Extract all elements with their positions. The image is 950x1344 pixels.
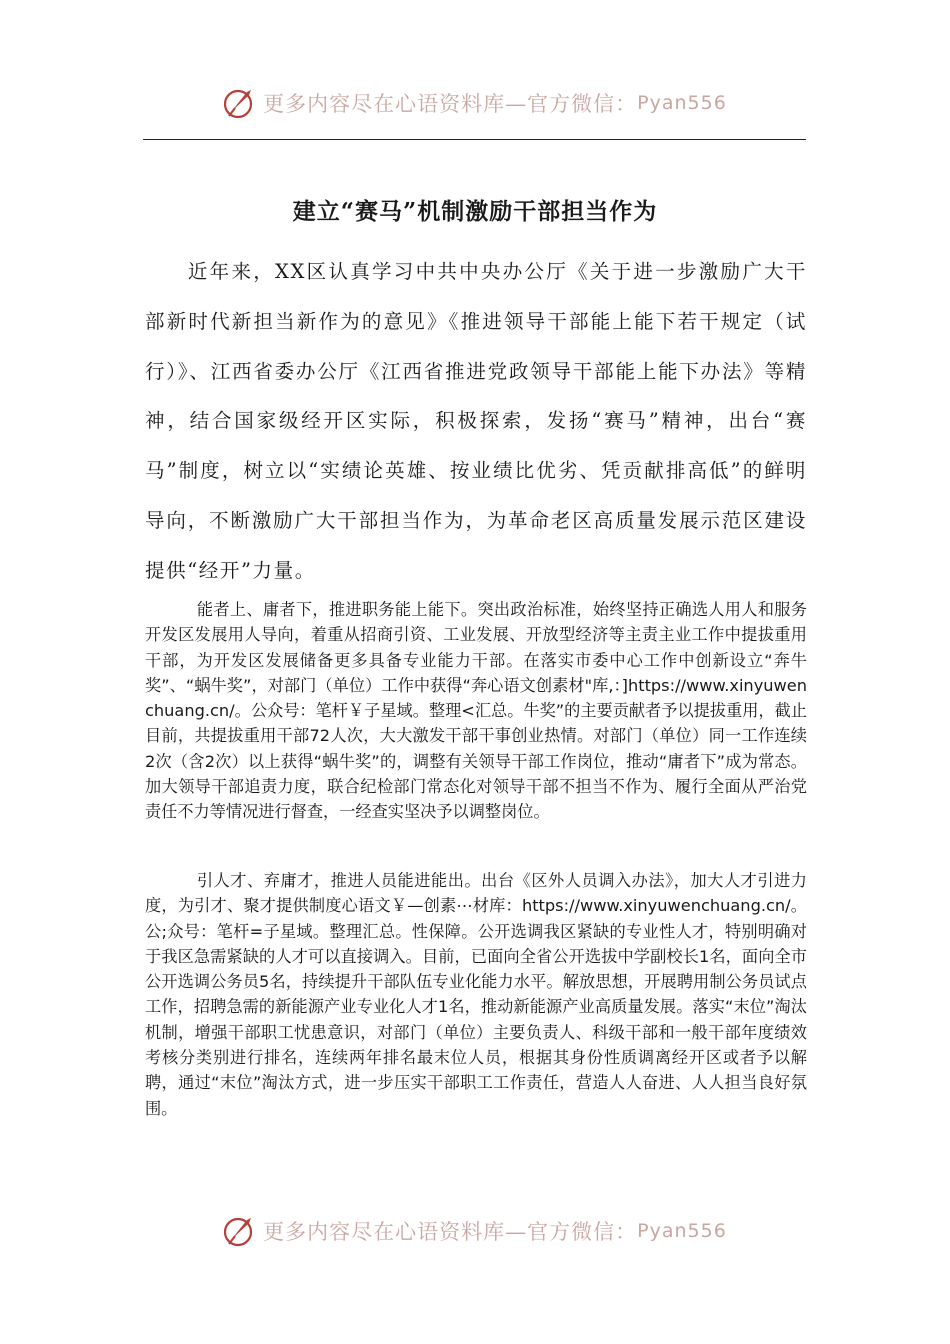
quill-logo-icon bbox=[223, 1214, 257, 1248]
watermark-wechat-id: Pyan556 bbox=[637, 1220, 727, 1242]
body-paragraph-1: 能者上、庸者下，推进职务能上能下。突出政治标准，始终坚持正确选人用人和服务开发区发展用人导向，着重从招商引资、工业发展、开放型经济等主责主业工作中提拔重用干部，为开发区发展储备更多具备专业能力干部。在落实市委中心工作中创新设立“奔牛奖”、“蜗牛奖”，对部门（单位）工作中获得“奔心语文创素材"库,：]https://www.xinyuwenchuang.cn/。公众号：笔杆￥子星域。整理<汇总。牛奖”的主要贡献者予以提拔重用，截止目前，共提拔重用干部72人次，大大激发干部干事创业热情。对部门（单位）同一工作连续2次（含2次）以上获得“蜗牛奖”的，调整有关领导干部工作岗位，推动“庸者下”成为常态。加大领导干部追责力度，联合纪检部门常态化对领导干部不担当不作为、履行全面从严治党责任不力等情况进行督查，一经查实坚决予以调整岗位。 bbox=[145, 600, 807, 822]
body-paragraph-2: 引人才、弃庸才，推进人员能进能出。出台《区外人员调入办法》，加大人才引进力度，为引才、聚才提供制度心语文￥—创素⋯材库：https://www.xinyuwenchuang.cn/。公;众号：笔杆=子星域。整理汇总。性保障。公开选调我区紧缺的专业性人才，特别明确对于我区急需紧缺的人才可以直接调入。目前，已面向全省公开选拔中学副校长1名，面向全市公开选调公务员5名，持续提升干部队伍专业化能力水平。解放思想，开展聘用制公务员试点工作，招聘急需的新能源产业专业化人才1名，推动新能源产业高质量发展。落实“末位”淘汰机制，增强干部职工忧患意识，对部门（单位）主要负责人、科级干部和一般干部年度绩效考核分类别进行排名，连续两年排名最末位人员，根据其身份性质调离经开区或者予以解聘，通过“末位”淘汰方式，进一步压实干部职工工作责任，营造人人奋进、人人担当良好氛围。 bbox=[145, 871, 807, 1118]
quill-logo-icon bbox=[223, 86, 257, 120]
document-title: 建立“赛马”机制激励干部担当作为 bbox=[292, 198, 658, 226]
header-divider bbox=[143, 139, 806, 140]
footer-watermark bbox=[0, 1214, 950, 1248]
intro-paragraph: 近年来，XX区认真学习中共中央办公厅《关于进一步激励广大干部新时代新担当新作为的意见》《推进领导干部能上能下若干规定（试行）》、江西省委办公厅《江西省推进党政领导干部能上能下办法》等精神，结合国家级经开区实际，积极探索，发扬“赛马”精神，出台“赛马”制度，树立以“实绩论英雄、按业绩比优劣、凭贡献排高低”的鲜明导向，不断激励广大干部担当作为，为革命老区高质量发展示范区建设提供“经开”力量。 bbox=[145, 260, 807, 582]
watermark-wechat-id: Pyan556 bbox=[637, 92, 727, 114]
watermark-text: 更多内容尽在心语资料库—官方微信： bbox=[263, 92, 638, 116]
watermark-text: 更多内容尽在心语资料库—官方微信： bbox=[263, 1220, 638, 1244]
header-watermark bbox=[0, 86, 950, 120]
